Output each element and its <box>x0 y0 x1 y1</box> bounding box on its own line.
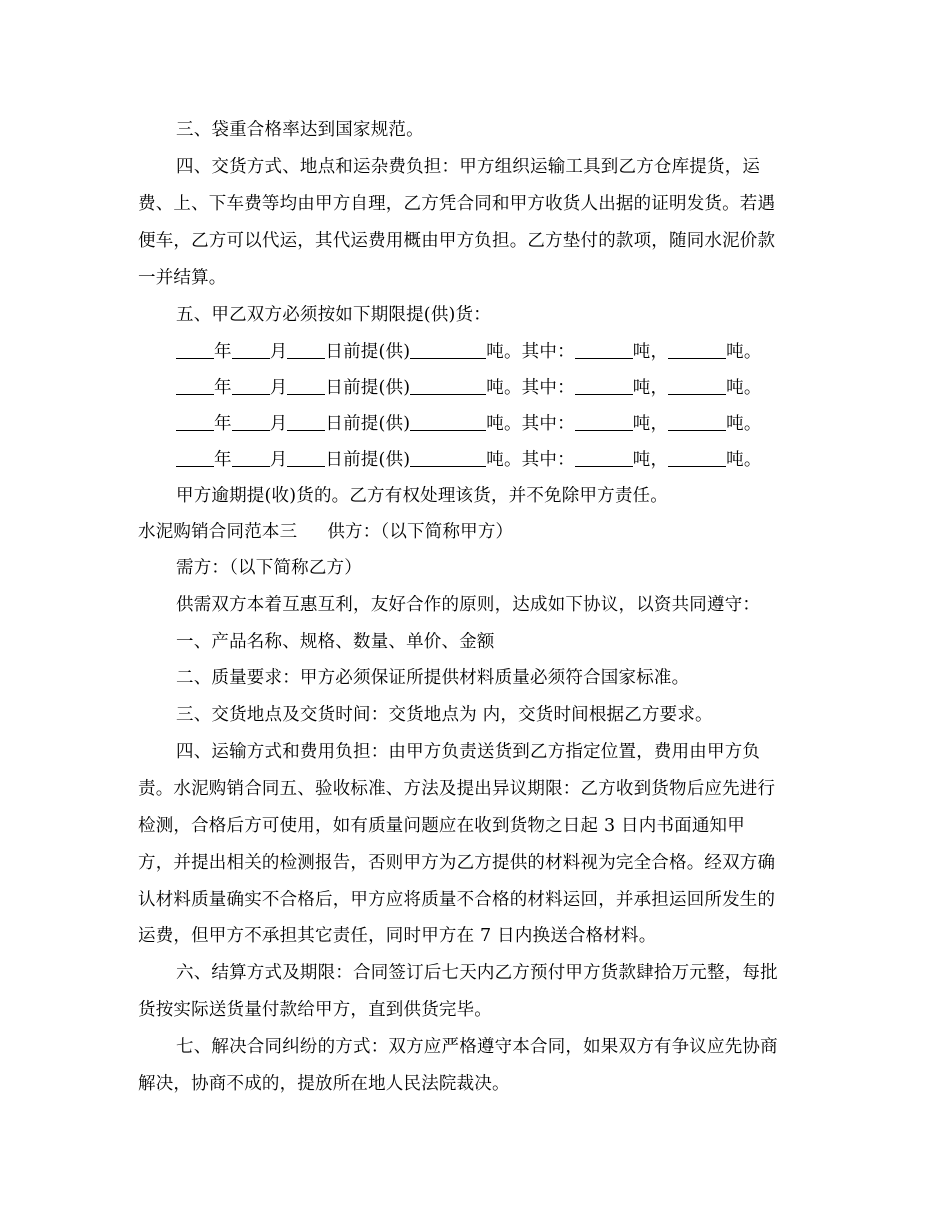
blank-field <box>287 448 325 467</box>
blank-field <box>668 340 726 359</box>
clause-5-heading: 五、甲乙双方必须按如下期限提(供)货： <box>176 305 491 325</box>
blank-field <box>410 376 486 395</box>
schedule-row: 年 月 日前提(供) 吨。其中： 吨， 吨。 <box>176 376 866 400</box>
blank-field <box>668 448 726 467</box>
buyer-line: 需方：（以下简称乙方） <box>176 558 362 578</box>
clause-2-quality: 二、质量要求：甲方必须保证所提供材料质量必须符合国家标准。 <box>176 668 690 688</box>
blank-field <box>410 340 486 359</box>
clause-4-transport-line-1: 四、运输方式和费用负担：由甲方负责送货到乙方指定位置，费用由甲方负 <box>176 742 761 762</box>
preamble: 供需双方本着互惠互利，友好合作的原则，达成如下协议，以资共同遵守： <box>176 595 761 615</box>
blank-field <box>575 376 633 395</box>
supplier-line: 供方：（以下简称甲方） <box>327 522 514 542</box>
clause-6-line-1: 六、结算方式及期限：合同签订后七天内乙方预付甲方货款肆拾万元整，每批 <box>176 963 778 983</box>
clause-4-line-2: 费、上、下车费等均由甲方自理，乙方凭合同和甲方收货人出据的证明发货。若遇 <box>138 194 776 214</box>
late-pickup-clause: 甲方逾期提(收)货的。乙方有权处理该货，并不免除甲方责任。 <box>176 486 668 506</box>
clause-5-line-3: 方，并提出相关的检测报告，否则甲方为乙方提供的材料视为完全合格。经双方确 <box>138 853 776 873</box>
clause-7-line-1: 七、解决合同纠纷的方式：双方应严格遵守本合同，如果双方有争议应先协商 <box>176 1037 778 1057</box>
blank-field <box>410 412 486 431</box>
blank-field <box>287 376 325 395</box>
clause-5-line-4: 认材料质量确实不合格后，甲方应将质量不合格的材料运回，并承担运回所发生的 <box>138 890 776 910</box>
clause-3-bag-weight: 三、袋重合格率达到国家规范。 <box>176 120 424 140</box>
clause-1-product: 一、产品名称、规格、数量、单价、金额 <box>176 632 495 652</box>
clause-4-line-4: 一并结算。 <box>138 268 227 288</box>
schedule-row: 年 月 日前提(供) 吨。其中： 吨， 吨。 <box>176 412 866 436</box>
clause-3-delivery: 三、交货地点及交货时间：交货地点为 内，交货时间根据乙方要求。 <box>176 705 713 725</box>
blank-field <box>232 376 270 395</box>
blank-field <box>287 340 325 359</box>
blank-field <box>176 448 214 467</box>
blank-field <box>232 448 270 467</box>
blank-field <box>668 376 726 395</box>
blank-field <box>410 448 486 467</box>
blank-field <box>575 340 633 359</box>
blank-field <box>575 412 633 431</box>
clause-4-line-3: 便车，乙方可以代运，其代运费用概由甲方负担。乙方垫付的款项，随同水泥价款 <box>138 231 776 251</box>
schedule-row: 年 月 日前提(供) 吨。其中： 吨， 吨。 <box>176 340 866 364</box>
blank-field <box>176 412 214 431</box>
blank-field <box>668 412 726 431</box>
clause-5-line-2: 检测，合格后方可使用，如有质量问题应在收到货物之日起 3 日内书面通知甲 <box>138 816 745 836</box>
blank-field <box>176 376 214 395</box>
clause-4-transport-line-2: 责。水泥购销合同五、验收标准、方法及提出异议期限：乙方收到货物后应先进行 <box>138 779 776 799</box>
clause-7-line-2: 解决，协商不成的，提放所在地人民法院裁决。 <box>138 1074 510 1094</box>
blank-field <box>287 412 325 431</box>
blank-field <box>232 340 270 359</box>
contract-header <box>138 520 828 544</box>
schedule-row: 年 月 日前提(供) 吨。其中： 吨， 吨。 <box>176 448 866 472</box>
blank-field <box>176 340 214 359</box>
blank-field <box>232 412 270 431</box>
clause-6-line-2: 货按实际送货量付款给甲方，直到供货完毕。 <box>138 1000 492 1020</box>
clause-5-line-5: 运费，但甲方不承担其它责任，同时甲方在 7 日内换送合格材料。 <box>138 926 657 946</box>
section-title: 水泥购销合同范本三 <box>138 522 298 542</box>
clause-4-line-1: 四、交货方式、地点和运杂费负担：甲方组织运输工具到乙方仓库提货，运 <box>176 157 761 177</box>
blank-field <box>575 448 633 467</box>
